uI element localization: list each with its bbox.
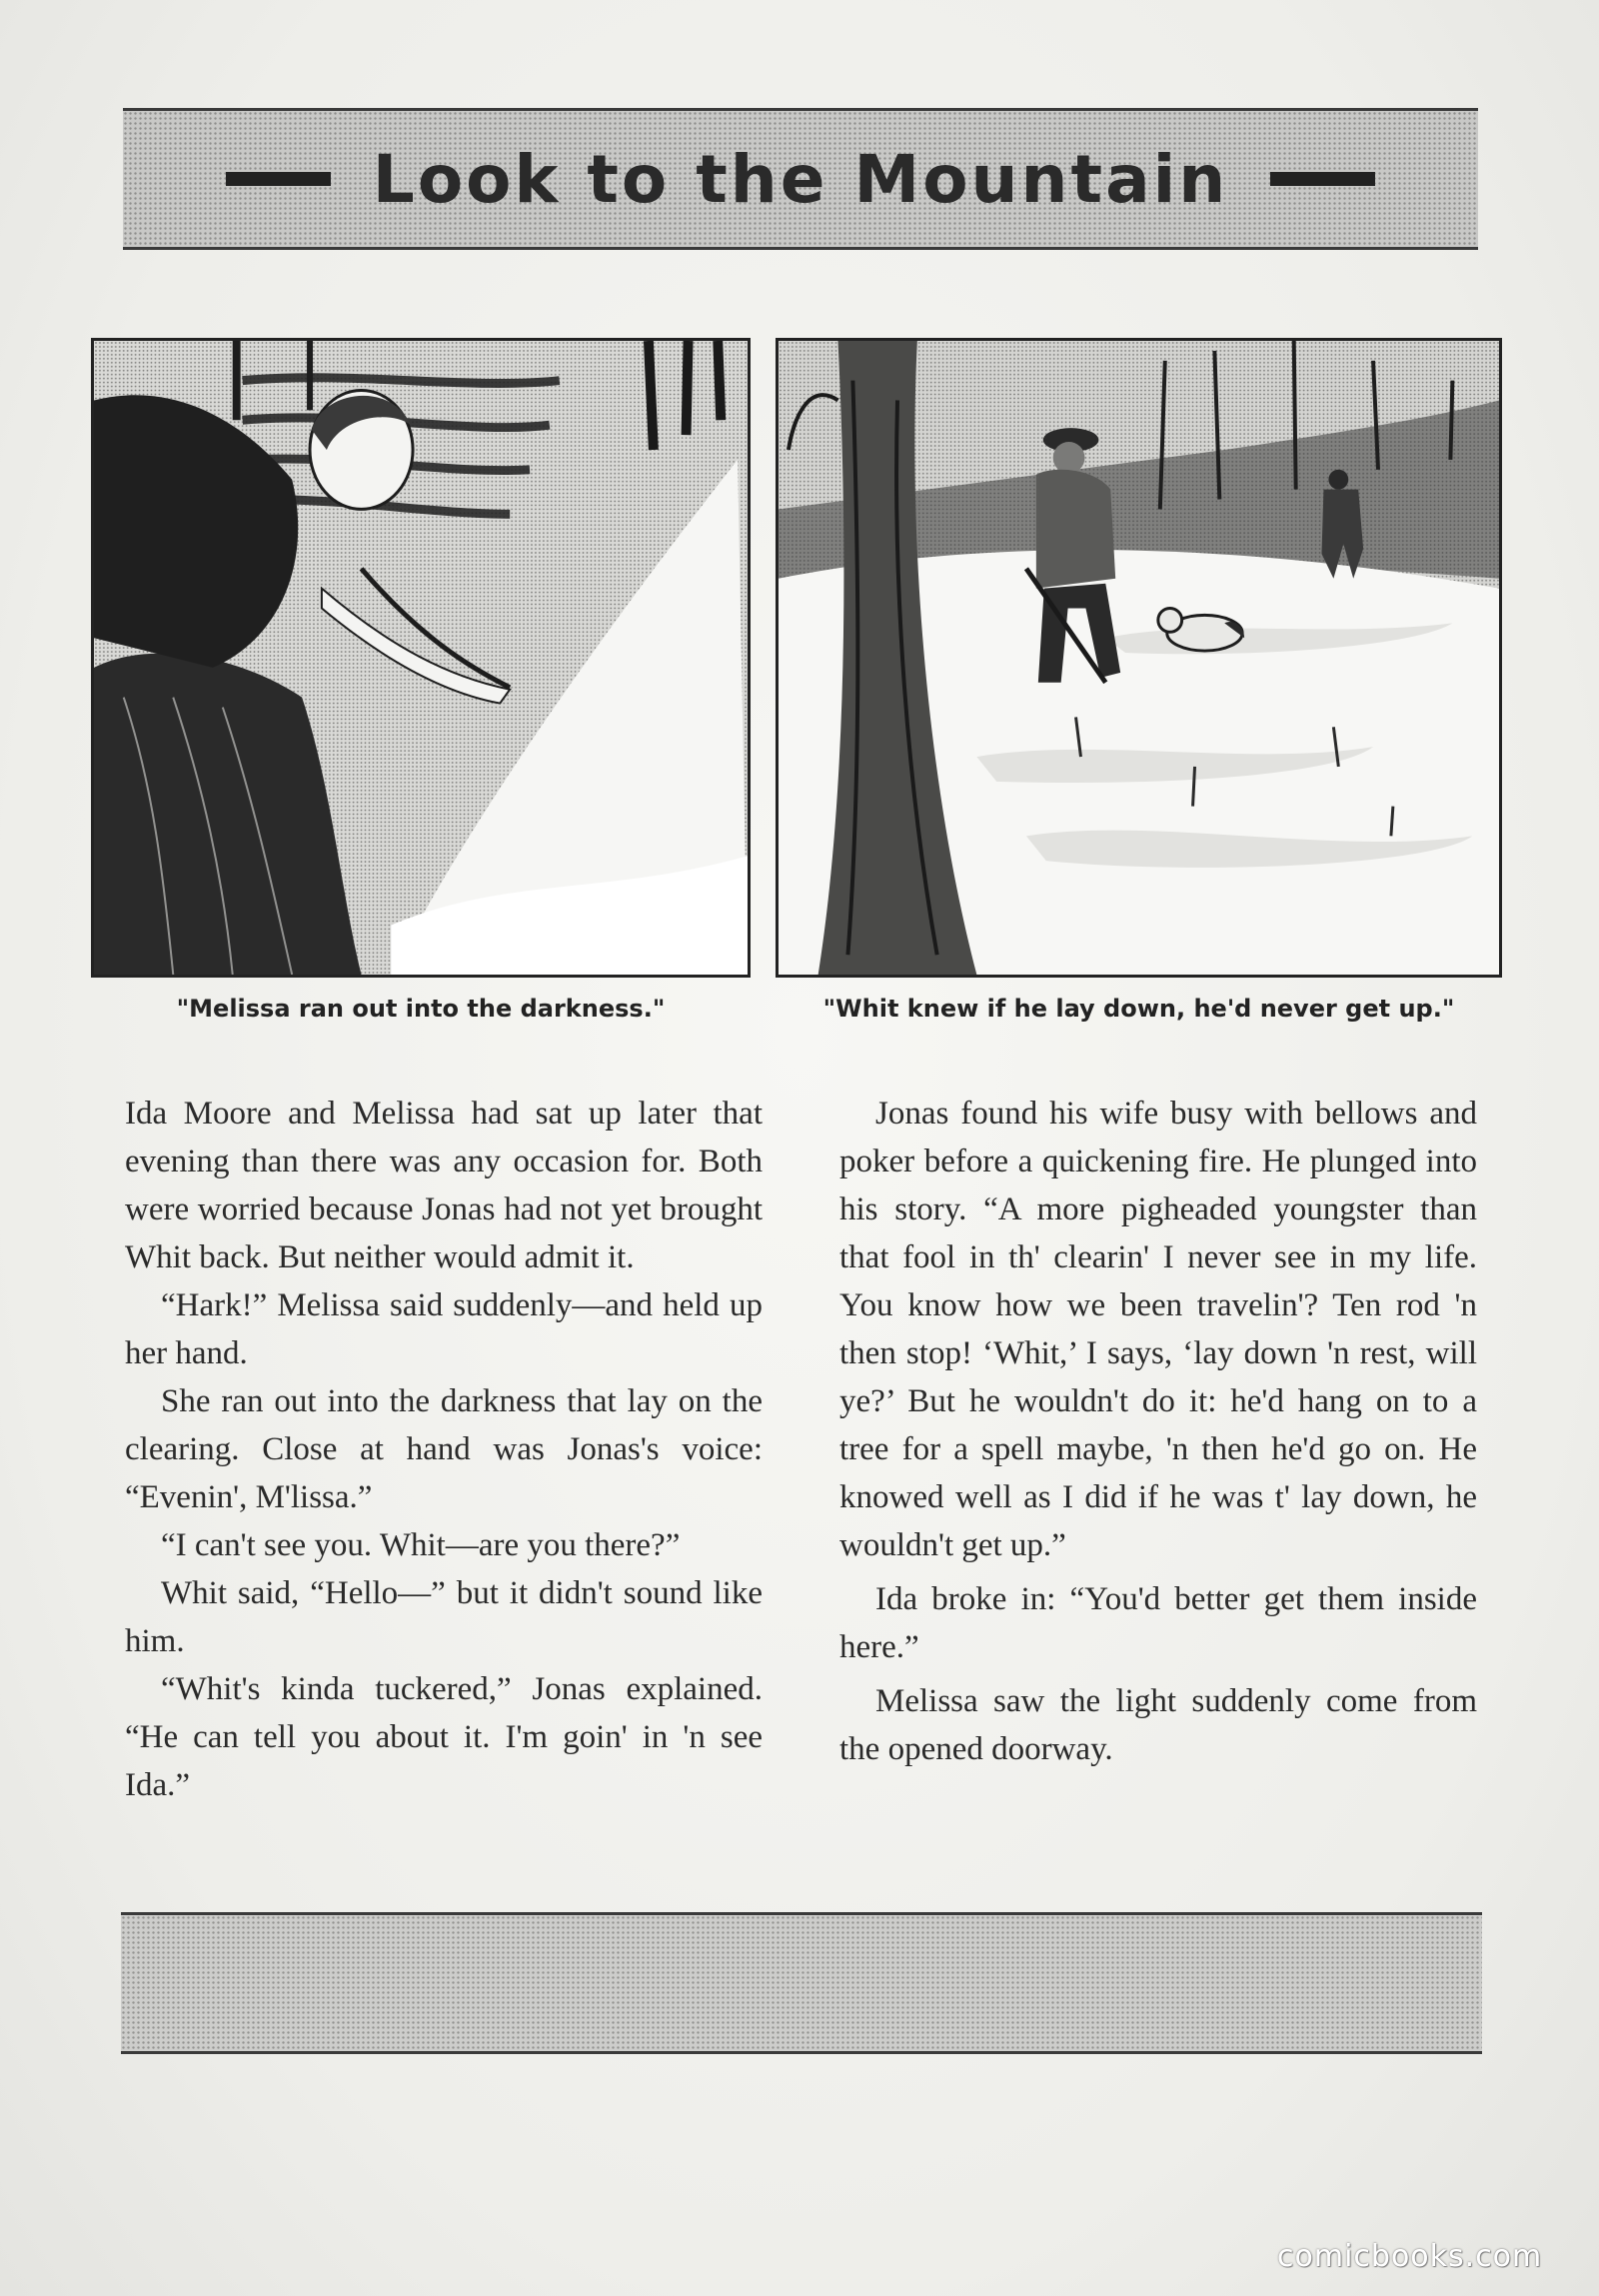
story-column-left [125, 1090, 763, 1809]
panel-caption-right: "Whit knew if he lay down, he'd never get up." [822, 995, 1455, 1023]
title-dash-right [1270, 172, 1375, 186]
story-paragraph: Whit said, “Hello—” but it didn't sound like him. [125, 1575, 763, 1659]
story-paragraph: Ida Moore and Melissa had sat up later that evening than there was any occasion for. Both were worried because Jonas had not yet brought Whit back. But neither would admit it. [125, 1096, 763, 1275]
story-column-right [839, 1090, 1477, 1773]
bottom-banner [121, 1912, 1482, 2054]
story-paragraph: “Whit's kinda tuckered,” Jonas explained. “He can tell you about it. I'm goin' in 'n see Ida.” [125, 1671, 763, 1803]
illustration-panel-melissa [91, 338, 751, 978]
story-paragraph: Melissa saw the light suddenly come from the opened doorway. [839, 1683, 1477, 1767]
title-dash-left [226, 172, 331, 186]
watermark: comicbooks.com [1277, 2239, 1543, 2274]
page-title: Look to the Mountain [372, 140, 1229, 218]
melissa-illustration [94, 341, 748, 975]
story-paragraph: “I can't see you. Whit—are you there?” [161, 1527, 681, 1563]
illustration-panel-whit [776, 338, 1502, 978]
story-paragraph: She ran out into the darkness that lay on the clearing. Close at hand was Jonas's voice: “Evenin', M'lissa.” [125, 1383, 763, 1515]
panel-caption-left: "Melissa ran out into the darkness." [176, 995, 666, 1023]
story-paragraph: Jonas found his wife busy with bellows and poker before a quickening fire. He plunged into his story. “A more pigheaded youngster than that fool in th' clearin' I never see in my life. You know how we been travelin'? Ten rod 'n then stop! ‘Whit,’ I says, ‘lay down 'n rest, will ye?’ But he wouldn't do it: he'd hang on to a tree for a spell maybe, 'n then he'd go on. He knowed well as I did if he was t' lay down, he wouldn't get up.” [839, 1096, 1477, 1563]
story-paragraph: “Hark!” Melissa said suddenly—and held up her hand. [125, 1287, 763, 1371]
whit-illustration [779, 341, 1499, 975]
title-banner [123, 108, 1478, 250]
story-paragraph: Ida broke in: “You'd better get them inside here.” [839, 1581, 1477, 1665]
